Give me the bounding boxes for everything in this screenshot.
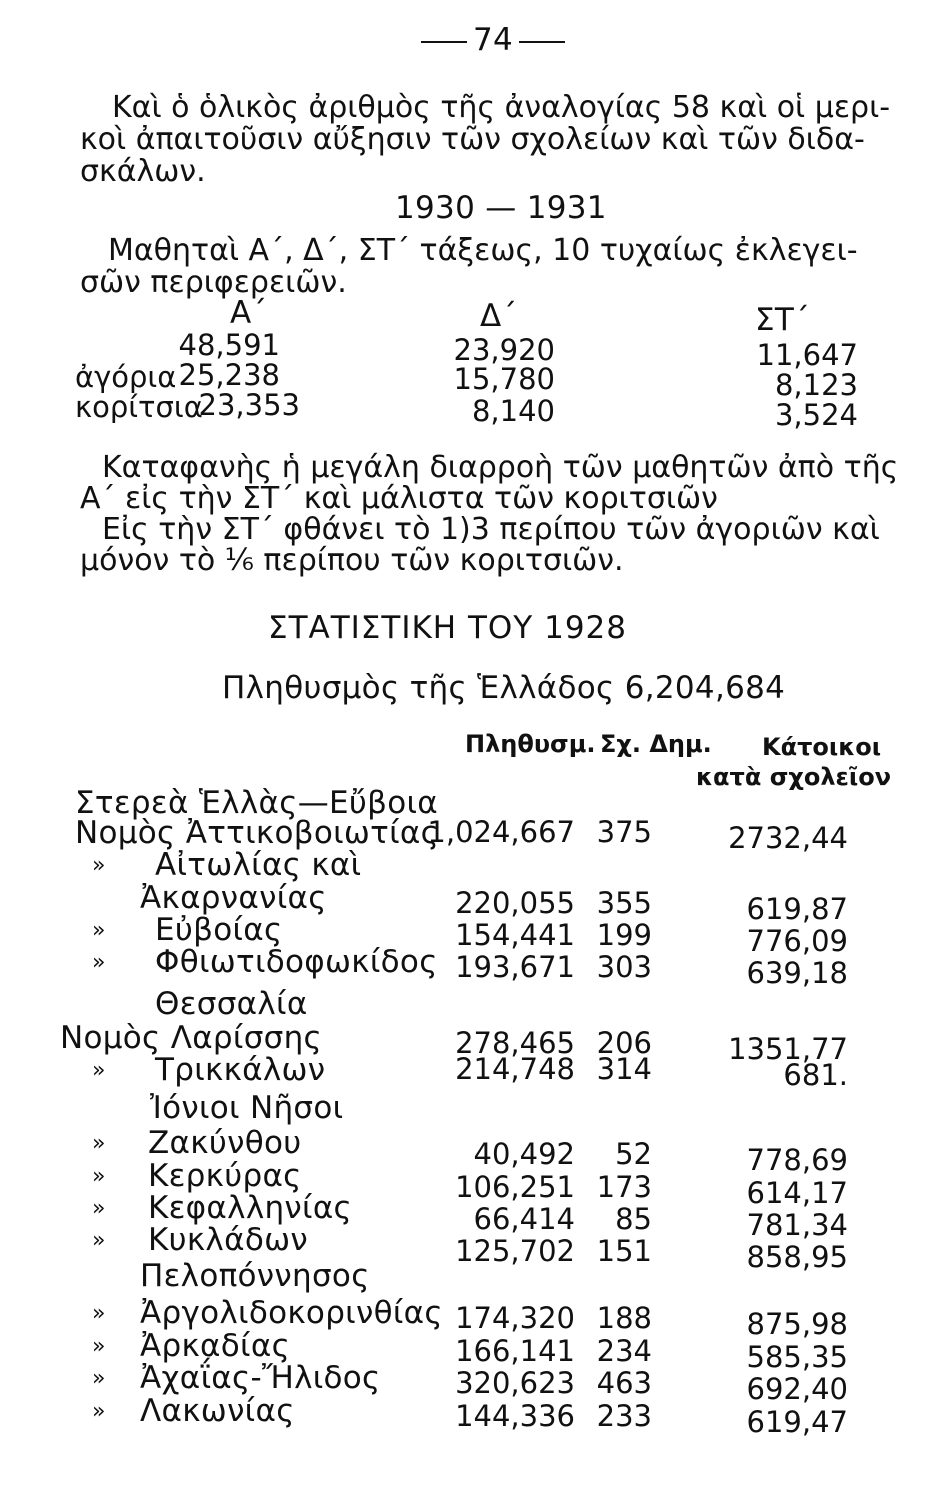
row-population: 166,141 [455, 1334, 575, 1368]
row-population: 125,702 [455, 1234, 575, 1268]
class-value: 8,140 [471, 394, 555, 428]
intro-line: σκάλων. [80, 154, 206, 189]
row-ditto-mark: » [92, 1334, 106, 1359]
header-residents-sub: κατὰ σχολεῖον [696, 763, 892, 791]
row-label: Στερεὰ Ἑλλὰς—Εὔβοια [75, 785, 438, 821]
row-ratio: 858,95 [746, 1240, 848, 1274]
row-schools: 463 [596, 1366, 652, 1400]
row-schools: 85 [615, 1202, 652, 1236]
class-row-label: κορίτσια [75, 390, 203, 424]
row-ditto-mark: » [92, 1131, 106, 1156]
row-ditto-mark: » [92, 1366, 106, 1391]
row-ditto-mark: » [92, 1164, 106, 1189]
row-ratio: 681. [783, 1058, 848, 1092]
conclusion-line: μόνον τὸ ⅙ περίπου τῶν κοριτσιῶν. [80, 543, 624, 578]
row-population: 106,251 [455, 1170, 575, 1204]
population-line: Πληθυσμὸς τῆς Ἑλλάδος 6,204,684 [222, 670, 786, 706]
row-ratio: 781,34 [746, 1208, 848, 1242]
class-value: 8,123 [774, 368, 858, 402]
row-schools: 375 [596, 815, 652, 849]
row-ratio: 776,09 [746, 924, 848, 958]
row-population: 278,465 [455, 1026, 575, 1060]
row-label: Ἀκαρνανίας [140, 880, 327, 916]
row-schools: 303 [596, 950, 652, 984]
row-schools: 151 [596, 1234, 652, 1268]
row-label: Νομὸς Ἀττικοβοιωτίας [75, 815, 440, 851]
class-value: 23,920 [453, 333, 555, 367]
row-label: Φθιωτιδοφωκίδος [155, 944, 438, 980]
row-ratio: 1351,77 [728, 1032, 848, 1066]
row-ditto-mark: » [92, 950, 106, 975]
class-col-header: Α΄ [230, 295, 268, 331]
row-ratio: 2732,44 [728, 821, 848, 855]
row-ditto-mark: » [92, 1058, 106, 1083]
row-ditto-mark: » [92, 918, 106, 943]
class-value: 25,238 [178, 358, 280, 392]
row-label: Κερκύρας [148, 1158, 302, 1194]
intro-paragraph [80, 92, 890, 188]
row-ratio: 619,47 [746, 1405, 848, 1439]
row-schools: 314 [596, 1052, 652, 1086]
row-ratio: 692,40 [746, 1372, 848, 1406]
row-label: Εὐβοίας [155, 912, 283, 948]
row-schools: 355 [596, 886, 652, 920]
row-ditto-mark: » [92, 1228, 106, 1253]
row-label: Αἰτωλίας καὶ [155, 847, 362, 883]
row-population: 40,492 [473, 1137, 575, 1171]
row-label: Θεσσαλία [155, 986, 308, 1022]
row-label: Τρικκάλων [155, 1052, 326, 1088]
row-ditto-mark: » [92, 1196, 106, 1221]
row-schools: 173 [596, 1170, 652, 1204]
page-number [415, 22, 535, 58]
intro-line: Καὶ ὁ ὁλικὸς ἀριθμὸς τῆς ἀναλογίας 58 καὶ οἱ μερι- [112, 90, 891, 125]
row-ratio: 585,35 [746, 1340, 848, 1374]
row-label: Ἀργολιδοκορινθίας [140, 1295, 443, 1331]
students-line: σῶν περιφερειῶν. [80, 265, 347, 300]
class-value: 3,524 [774, 398, 858, 432]
row-ratio: 875,98 [746, 1307, 848, 1341]
row-label: Πελοπόννησος [140, 1258, 370, 1294]
header-population: Πληθυσμ. [465, 730, 596, 758]
row-population: 320,623 [455, 1366, 575, 1400]
row-population: 1,024,667 [427, 815, 575, 849]
row-population: 144,336 [455, 1399, 575, 1433]
row-population: 66,414 [473, 1202, 575, 1236]
row-schools: 52 [615, 1137, 652, 1171]
year-heading: 1930 — 1931 [395, 190, 607, 226]
row-ratio: 639,18 [746, 956, 848, 990]
stats-title: ΣΤΑΤΙΣΤΙΚΗ ΤΟΥ 1928 [268, 610, 627, 646]
row-schools: 234 [596, 1334, 652, 1368]
class-col-header: ΣΤ΄ [755, 302, 810, 338]
row-label: Νομὸς Λαρίσσης [60, 1020, 323, 1056]
row-population: 174,320 [455, 1301, 575, 1335]
header-schools: Σχ. Δημ. [600, 730, 712, 758]
students-line: Μαθηταὶ Α΄, Δ΄, ΣΤ΄ τάξεως, 10 τυχαίως ἐκλεγει- [108, 233, 858, 268]
row-population: 214,748 [455, 1052, 575, 1086]
row-ratio: 614,17 [746, 1176, 848, 1210]
row-schools: 233 [596, 1399, 652, 1433]
class-value: 23,353 [198, 388, 300, 422]
row-ditto-mark: » [92, 1399, 106, 1424]
intro-line: κοὶ ἀπαιτοῦσιν αὔξησιν τῶν σχολείων καὶ τῶν διδα- [80, 122, 865, 157]
conclusion-paragraph [80, 452, 898, 576]
row-population: 193,671 [455, 950, 575, 984]
conclusion-line: Καταφανὴς ἡ μεγάλη διαρροὴ τῶν μαθητῶν ἀπὸ τῆς [102, 450, 899, 485]
row-label: Λακωνίας [140, 1393, 295, 1429]
row-label: Ζακύνθου [148, 1125, 302, 1161]
class-value: 48,591 [178, 328, 280, 362]
row-population: 154,441 [455, 918, 575, 952]
students-paragraph [80, 235, 858, 299]
row-label: Κεφαλληνίας [148, 1190, 353, 1226]
class-value: 15,780 [453, 362, 555, 396]
class-col-header: Δ΄ [480, 298, 518, 334]
row-label: Ἀχαΐας-Ἤλιδος [140, 1360, 381, 1396]
row-schools: 206 [596, 1026, 652, 1060]
row-ditto-mark: » [92, 853, 106, 878]
header-residents: Κάτοικοι [762, 733, 882, 761]
class-value: 11,647 [756, 338, 858, 372]
conclusion-line: Α΄ εἰς τὴν ΣΤ΄ καὶ μάλιστα τῶν κοριτσιῶν [80, 481, 718, 516]
row-ditto-mark: » [92, 1301, 106, 1326]
row-label: Κυκλάδων [148, 1222, 308, 1258]
row-population: 220,055 [455, 886, 575, 920]
row-ratio: 778,69 [746, 1143, 848, 1177]
row-schools: 188 [596, 1301, 652, 1335]
row-ratio: 619,87 [746, 892, 848, 926]
class-row-label: ἀγόρια [75, 360, 177, 394]
row-label: Ἀρκαδίας [140, 1328, 291, 1364]
page-number-text: 74 [473, 22, 514, 58]
row-schools: 199 [596, 918, 652, 952]
conclusion-line: Εἰς τὴν ΣΤ΄ φθάνει τὸ 1)3 περίπου τῶν ἀγοριῶν καὶ [102, 512, 880, 547]
row-label: Ἰόνιοι Νῆσοι [150, 1090, 344, 1126]
